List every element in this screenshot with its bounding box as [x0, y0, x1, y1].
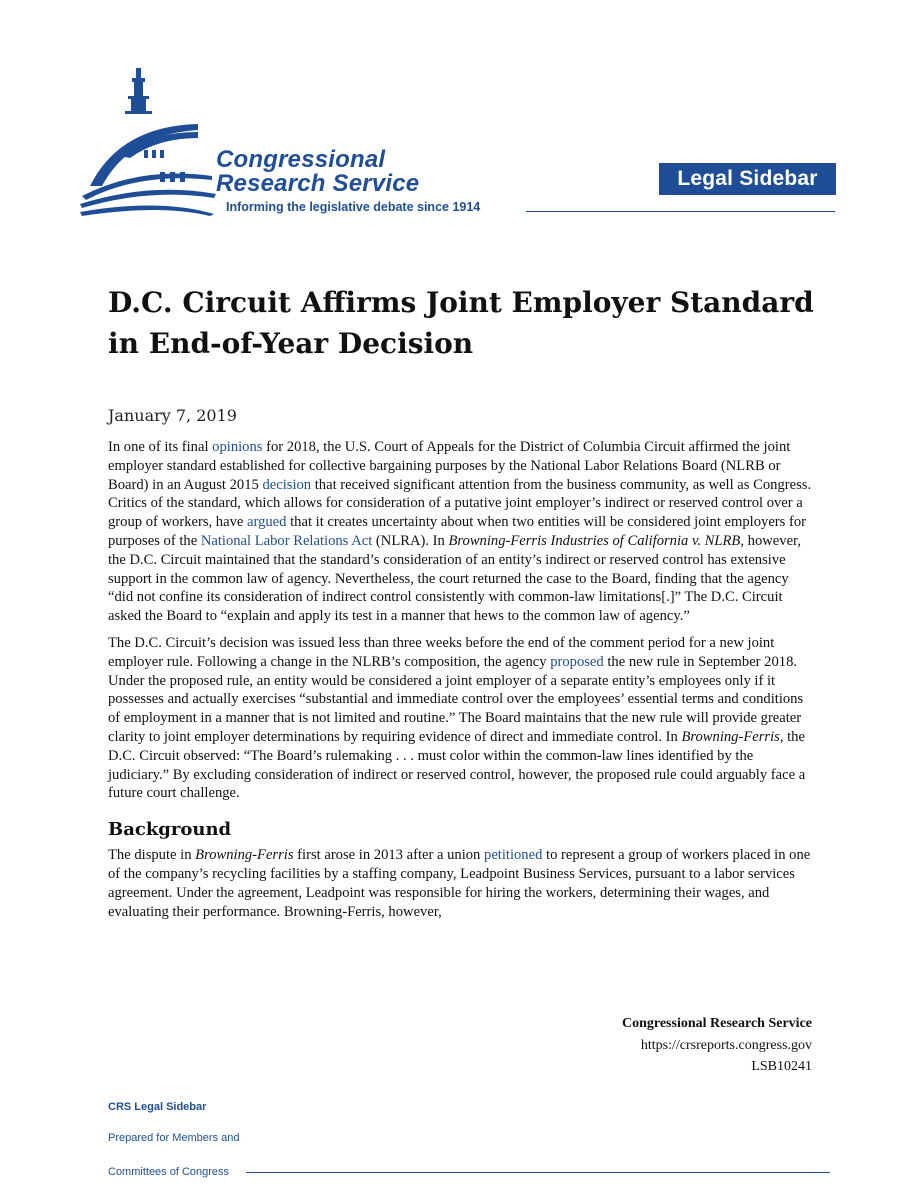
link-argued[interactable]: argued — [247, 514, 287, 531]
tagline-rule — [526, 211, 835, 212]
paragraph-2: The D.C. Circuit’s decision was issued less than three weeks before the end of the comment period for a new joint employer rule. Following a change in the NLRB’s composition, the agency proposed the new rule in September 2018. Under the proposed rule, an entity would be considered a joint employer of a separate entity’s employees only if it possesses and actually exercises “substantial and immediate control over the employees’ essential terms and conditions of employment in a manner that is not limited and routine.” The Board maintains that the new rule will provide greater clarity to joint employer determinations by requiring evidence of direct and immediate control. In Browning-Ferris, the D.C. Circuit observed: “The Board’s rulemaking . . . must color within the common-law lines identified by the judiciary.” By excluding consideration of indirect or reserved control, however, the proposed rule could arguably face a future court challenge. — [108, 634, 806, 802]
footer-prepared-2: Committees of Congress — [108, 1166, 230, 1178]
article-body — [108, 438, 813, 929]
link-proposed[interactable]: proposed — [550, 653, 604, 670]
paragraph-1: In one of its final opinions for 2018, the U.S. Court of Appeals for the District of Columbia Circuit affirmed the joint employer standard established for collective bargaining purposes by the National Labor Relations Board (NLRB or Board) in an August 2015 decision that received significant attention from the business community, as well as Congress. Critics of the standard, which allows for consideration of a putative joint employer’s indirect or reserved control over a group of workers, have argued that it creates uncertainty about when two entities will be considered joint employers for purposes of the National Labor Relations Act (NLRA). In Browning-Ferris Industries of California v. NLRB, however, the D.C. Circuit maintained that the standard’s consideration of an entity’s indirect or reserved control has extensive support in the common law of agency. Nevertheless, the court returned the case to the Board, finding that the agency “did not confine its consideration of indirect control consistently with common-law limitations[.]” The D.C. Circuit asked the Board to “explain and apply its test in a manner that hews to the common law of agency.” — [108, 439, 812, 625]
link-decision[interactable]: decision — [262, 476, 312, 493]
footer-url[interactable]: https://crsreports.congress.gov — [640, 1037, 812, 1053]
link-opinions[interactable]: opinions — [212, 439, 263, 455]
article-date: January 7, 2019 — [108, 406, 237, 425]
footer-org: Congressional Research Service — [621, 1016, 812, 1031]
org-tagline: Informing the legislative debate since 1914 — [226, 200, 481, 214]
footer-prepared-1: Prepared for Members and — [108, 1132, 240, 1144]
section-heading-background: Background — [108, 819, 232, 841]
org-name-line1: Congressional — [216, 146, 386, 173]
footer-citation — [622, 1013, 812, 1078]
paragraph-3: The dispute in Browning-Ferris first arose in 2013 after a union petitioned to represent a group of workers placed in one of the company’s recycling facilities by a staffing company, Leadpoint Business Services, pursuant to a labor services agreement. Under the agreement, Leadpoint was responsible for hiring the workers, determining their wages, and evaluating their performance. Browning-Ferris, however, — [108, 847, 811, 920]
footer-rule — [246, 1172, 830, 1173]
article-title: D.C. Circuit Affirms Joint Employer Standard in End-of-Year Decision — [108, 286, 814, 360]
link-nlra[interactable]: National Labor Relations Act — [200, 532, 373, 549]
link-petitioned[interactable]: petitioned — [484, 847, 543, 864]
org-name-line2: Research Service — [216, 170, 420, 197]
legal-sidebar-badge: Legal Sidebar — [659, 163, 836, 195]
footer-series: CRS Legal Sidebar — [108, 1101, 207, 1113]
footer-report-id: LSB10241 — [751, 1059, 812, 1074]
